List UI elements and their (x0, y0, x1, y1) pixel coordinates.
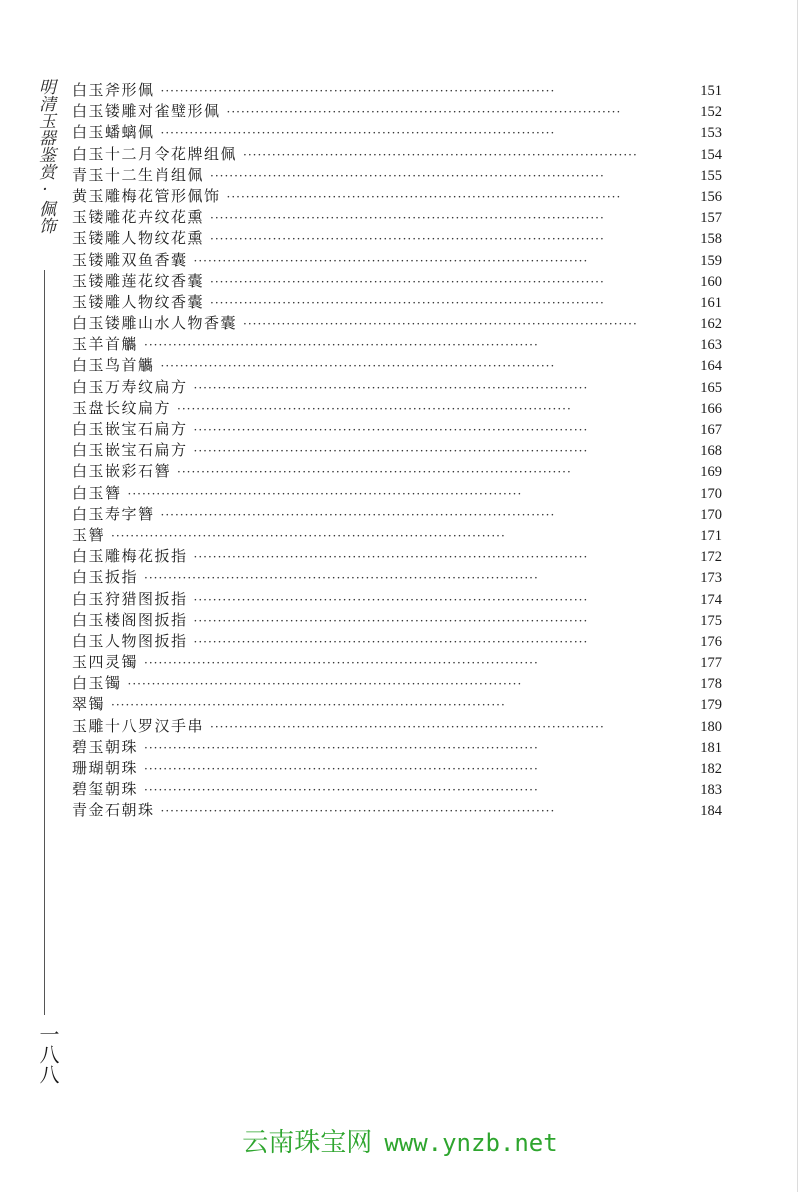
toc-entry-title: 玉镂雕双鱼香囊 (72, 250, 188, 269)
toc-entry-page: 155 (700, 167, 722, 184)
toc-leader-dots: ·················································································· (177, 401, 572, 416)
toc-leader-dots: ·················································································· (226, 189, 622, 204)
toc-entry-title: 碧玺朝珠 (72, 780, 139, 799)
toc-entry-title: 玉簪 (72, 525, 106, 544)
toc-entry (72, 483, 722, 504)
toc-entry-page: 173 (700, 570, 722, 587)
toc-entry-title: 白玉镯 (72, 674, 122, 693)
toc-entry (72, 313, 722, 334)
toc-leader-dots: ·················································································· (144, 338, 539, 353)
vertical-divider (44, 270, 45, 1015)
toc-entry-title: 白玉万寿纹扁方 (72, 377, 188, 396)
running-head-vertical: 明清玉器鉴赏·佩饰 (35, 78, 55, 234)
toc-entry (72, 398, 722, 419)
toc-entry (72, 165, 722, 186)
watermark-url: www.ynzb.net (384, 1129, 558, 1157)
toc-entry-page: 175 (700, 612, 722, 629)
toc-leader-dots: ·················································································· (193, 380, 589, 395)
toc-entry-title: 白玉斧形佩 (72, 81, 155, 99)
toc-entry-page: 161 (700, 294, 722, 311)
toc-entry-title: 白玉鸟首觿 (72, 356, 155, 375)
toc-entry-title: 玉镂雕花卉纹花熏 (72, 208, 205, 227)
toc-entry-page: 162 (700, 316, 722, 333)
toc-entry (72, 250, 722, 271)
toc-entry-page: 164 (700, 358, 722, 375)
toc-entry-page: 154 (700, 146, 722, 163)
toc-entry-page: 179 (700, 697, 722, 714)
toc-entry (72, 525, 722, 546)
toc-entry (72, 800, 722, 821)
toc-entry-title: 白玉蟠螭佩 (72, 123, 155, 142)
toc-entry (72, 377, 722, 398)
toc-entry (72, 652, 722, 673)
toc-entry-page: 171 (700, 527, 722, 544)
scan-edge-line (797, 0, 798, 1192)
toc-leader-dots: ·················································································· (144, 762, 539, 776)
toc-entry-title: 白玉楼阁图扳指 (72, 610, 188, 629)
toc-leader-dots: ·················································································· (193, 253, 589, 268)
toc-entry-page: 172 (700, 549, 722, 566)
toc-leader-dots: ·················································································· (243, 147, 638, 162)
watermark-site-name: 云南珠宝网 (242, 1128, 373, 1158)
toc-entry-title: 玉镂雕人物纹花熏 (72, 229, 205, 248)
toc-leader-dots: ·················································································· (127, 677, 523, 692)
toc-leader-dots: ·················································································· (160, 359, 556, 374)
toc-entry-title: 白玉镂雕对雀璧形佩 (72, 102, 221, 121)
toc-entry-page: 177 (700, 655, 722, 672)
toc-entry-title: 珊瑚朝珠 (72, 759, 139, 777)
toc-entry (72, 419, 722, 440)
toc-leader-dots: ·················································································· (111, 698, 506, 713)
toc-entry-title: 黄玉雕梅花管形佩饰 (72, 186, 221, 205)
toc-entry (72, 589, 722, 610)
toc-leader-dots: ·················································································· (210, 719, 605, 734)
toc-entry-title: 白玉人物图扳指 (72, 631, 188, 650)
toc-entry (72, 440, 722, 461)
toc-entry-title: 白玉十二月令花牌组佩 (72, 144, 238, 163)
toc-leader-dots: ·················································································· (160, 84, 556, 98)
toc-entry (72, 694, 722, 715)
toc-entry (72, 292, 722, 313)
toc-entry-page: 167 (700, 422, 722, 438)
toc-entry (72, 228, 722, 249)
toc-entry-page: 157 (700, 210, 722, 227)
toc-entry (72, 610, 722, 631)
toc-entry-title: 白玉嵌宝石扁方 (72, 420, 188, 438)
toc-entry-title: 白玉嵌宝石扁方 (72, 441, 188, 460)
toc-entry-page: 169 (700, 464, 722, 481)
toc-leader-dots: ·················································································· (144, 740, 539, 755)
toc-entry (72, 673, 722, 694)
toc-entry-title: 玉镂雕莲花纹香囊 (72, 271, 205, 290)
toc-leader-dots: ·················································································· (193, 550, 589, 565)
toc-entry (72, 504, 722, 525)
toc-entry-title: 玉镂雕人物纹香囊 (72, 292, 205, 311)
toc-entry-title: 白玉寿字簪 (72, 504, 155, 523)
toc-leader-dots: ·················································································· (193, 634, 589, 649)
toc-entry (72, 144, 722, 165)
toc-entry-title: 白玉扳指 (72, 568, 139, 587)
toc-entry-page: 158 (700, 231, 722, 248)
toc-leader-dots: ·················································································· (210, 211, 605, 226)
page-number: 一八八 (36, 1024, 60, 1084)
toc-entry (72, 716, 722, 737)
toc-entry-title: 白玉嵌彩石簪 (72, 462, 172, 481)
toc-entry-title: 碧玉朝珠 (72, 737, 139, 756)
toc-entry (72, 758, 722, 779)
toc-entry (72, 567, 722, 588)
toc-entry-page: 182 (700, 761, 722, 777)
toc-entry-page: 160 (700, 273, 722, 290)
toc-leader-dots: ·················································································· (210, 274, 605, 289)
toc-leader-dots: ·················································································· (210, 232, 605, 247)
toc-entry-page: 170 (700, 506, 722, 523)
toc-entry-title: 青玉十二生肖组佩 (72, 165, 205, 184)
table-of-contents (72, 80, 722, 822)
toc-entry-page: 153 (700, 125, 722, 142)
toc-entry-page: 159 (700, 252, 722, 269)
toc-leader-dots: ·················································································· (111, 528, 506, 543)
toc-leader-dots: ·················································································· (144, 656, 539, 671)
toc-entry-title: 白玉镂雕山水人物香囊 (72, 314, 238, 333)
toc-leader-dots: ·················································································· (127, 486, 523, 501)
toc-leader-dots: ·················································································· (144, 783, 539, 798)
toc-entry (72, 271, 722, 292)
toc-entry-page: 180 (700, 718, 722, 735)
toc-entry-title: 白玉雕梅花扳指 (72, 547, 188, 566)
toc-leader-dots: ·················································································· (193, 592, 589, 607)
toc-entry-page: 165 (700, 379, 722, 396)
toc-entry-page: 163 (700, 337, 722, 354)
toc-leader-dots: ·················································································· (210, 295, 605, 310)
toc-entry-page: 152 (700, 104, 722, 121)
toc-leader-dots: ·················································································· (193, 613, 589, 628)
toc-entry (72, 186, 722, 207)
toc-entry (72, 461, 722, 482)
toc-entry-page: 181 (700, 739, 722, 756)
toc-entry-page: 156 (700, 188, 722, 205)
toc-entry-page: 183 (700, 782, 722, 799)
toc-entry (72, 207, 722, 228)
toc-entry-title: 白玉簪 (72, 483, 122, 502)
toc-entry-title: 青金石朝珠 (72, 801, 155, 820)
toc-leader-dots: ·················································································· (160, 126, 556, 141)
toc-entry (72, 101, 722, 122)
toc-leader-dots: ·················································································· (193, 423, 589, 437)
toc-entry-title: 翠镯 (72, 695, 106, 714)
toc-entry-title: 玉雕十八罗汉手串 (72, 716, 205, 735)
toc-entry-page: 168 (700, 443, 722, 460)
toc-entry-page: 174 (700, 591, 722, 608)
toc-leader-dots: ·················································································· (210, 168, 605, 183)
toc-entry-page: 151 (700, 83, 722, 99)
toc-leader-dots: ·················································································· (160, 804, 556, 819)
toc-entry (72, 631, 722, 652)
toc-entry-page: 170 (700, 485, 722, 502)
toc-entry-title: 玉羊首觿 (72, 335, 139, 354)
toc-entry (72, 334, 722, 355)
toc-entry-title: 玉盘长纹扁方 (72, 398, 172, 417)
watermark (0, 1122, 800, 1159)
toc-entry (72, 737, 722, 758)
toc-leader-dots: ·················································································· (177, 465, 572, 480)
toc-entry-title: 白玉狩猎图扳指 (72, 589, 188, 608)
toc-entry-page: 184 (700, 803, 722, 820)
toc-leader-dots: ·················································································· (193, 444, 589, 459)
toc-entry (72, 546, 722, 567)
toc-entry-title: 玉四灵镯 (72, 653, 139, 672)
toc-leader-dots: ·················································································· (144, 571, 539, 586)
toc-entry (72, 355, 722, 376)
toc-entry-page: 178 (700, 676, 722, 693)
toc-entry (72, 80, 722, 101)
toc-leader-dots: ·················································································· (160, 507, 556, 522)
toc-entry (72, 779, 722, 800)
toc-entry-page: 166 (700, 400, 722, 417)
toc-leader-dots: ·················································································· (243, 317, 638, 332)
toc-leader-dots: ·················································································· (226, 105, 622, 120)
toc-entry (72, 122, 722, 143)
toc-entry-page: 176 (700, 633, 722, 650)
